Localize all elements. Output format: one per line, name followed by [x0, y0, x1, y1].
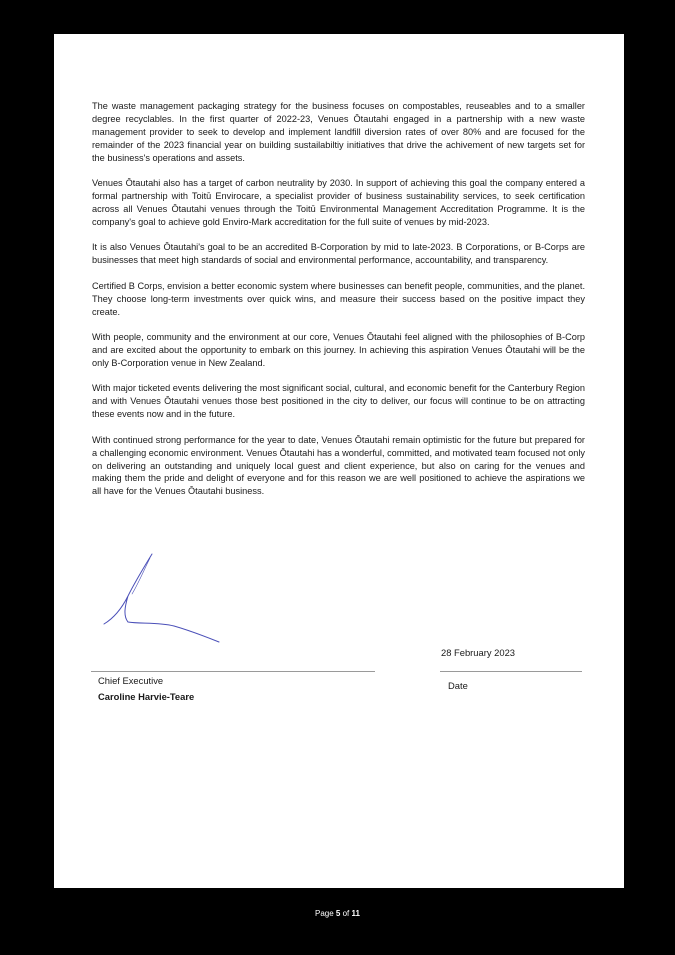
page-number	[0, 909, 675, 918]
signatory-role: Chief Executive	[98, 675, 164, 686]
signature-line	[91, 671, 375, 672]
paragraph-outlook: With continued strong performance for the year to date, Venues Ōtautahi remain optimistic for the future but prepared for a challenging economic environment. Venues Ōtautahi has a wonderful, committed, and motivated team focused not only on delivering an outstanding and uniquely local guest and client experience, but also on caring for the venues and making them the pride and delight of everyone and for this reason we are well positioned to achieve the aspirations we all have for the Venues Ōtautahi business.	[92, 434, 585, 497]
paragraph-ticketed-events: With major ticketed events delivering the most significant social, cultural, and economic benefit for the Canterbury Region and with Venues Ōtautahi venues those best positioned in the city to deliver, our focus will continue to be on attracting these events now and in the future.	[92, 383, 585, 420]
page-current: 5	[335, 909, 341, 918]
page-separator: of	[342, 909, 350, 918]
paragraph-community-alignment: With people, community and the environment at our core, Venues Ōtautahi feel aligned with the philosophies of B-Corp and are excited about the opportunity to embark on this journey. In achieving this aspiration Venues Ōtautahi will be the only B-Corporation venue in New Zealand.	[92, 332, 585, 368]
page-total: 11	[351, 909, 360, 918]
signature-date: 28 February 2023	[441, 647, 516, 658]
signatory-name: Caroline Harvie-Teare	[98, 691, 195, 702]
paragraph-waste-strategy: The waste management packaging strategy for the business focuses on compostables, reuseables and to a smaller degree recyclables. In the first quarter of 2022-23, Venues Ōtautahi engaged in a partnership with a new waste management provider to seek to develop and implement landfill diversion rates of over 80% and are focused for the remainder of the 2023 financial year on building sustailabiltiy initiatives that drive the achivement of new targets set for the business's operations and assets.	[92, 101, 585, 163]
handwritten-signature	[92, 550, 222, 646]
paragraph-b-corp-goal: It is also Venues Ōtautahi's goal to be an accredited B-Corporation by mid to late-2023. B Corporations, or B-Corps are businesses that meet high standards of social and environmental performance, accountability, and transparency.	[92, 242, 585, 266]
page-prefix: Page	[315, 909, 334, 918]
paragraph-carbon-neutrality: Venues Ōtautahi also has a target of carbon neutrality by 2030. In support of achieving this goal the company entered a formal partnership with Toitū Envirocare, a specialist provider of business sustainability services, to seek certification across all Venues Ōtautahi venues through the Toitū Environmental Management Accreditation Programme. It is the company's goal to achieve gold Enviro-Mark accreditation for the full suite of venues by mid-2023.	[92, 178, 585, 227]
body-text	[92, 100, 585, 511]
date-line	[440, 671, 582, 672]
paragraph-b-corp-vision: Certified B Corps, envision a better economic system where businesses can benefit people, communities, and the planet. They choose long-term investments over quick wins, and measure their success based on the positive impact they create.	[92, 280, 585, 317]
document-page	[54, 34, 624, 888]
date-label: Date	[448, 680, 468, 691]
